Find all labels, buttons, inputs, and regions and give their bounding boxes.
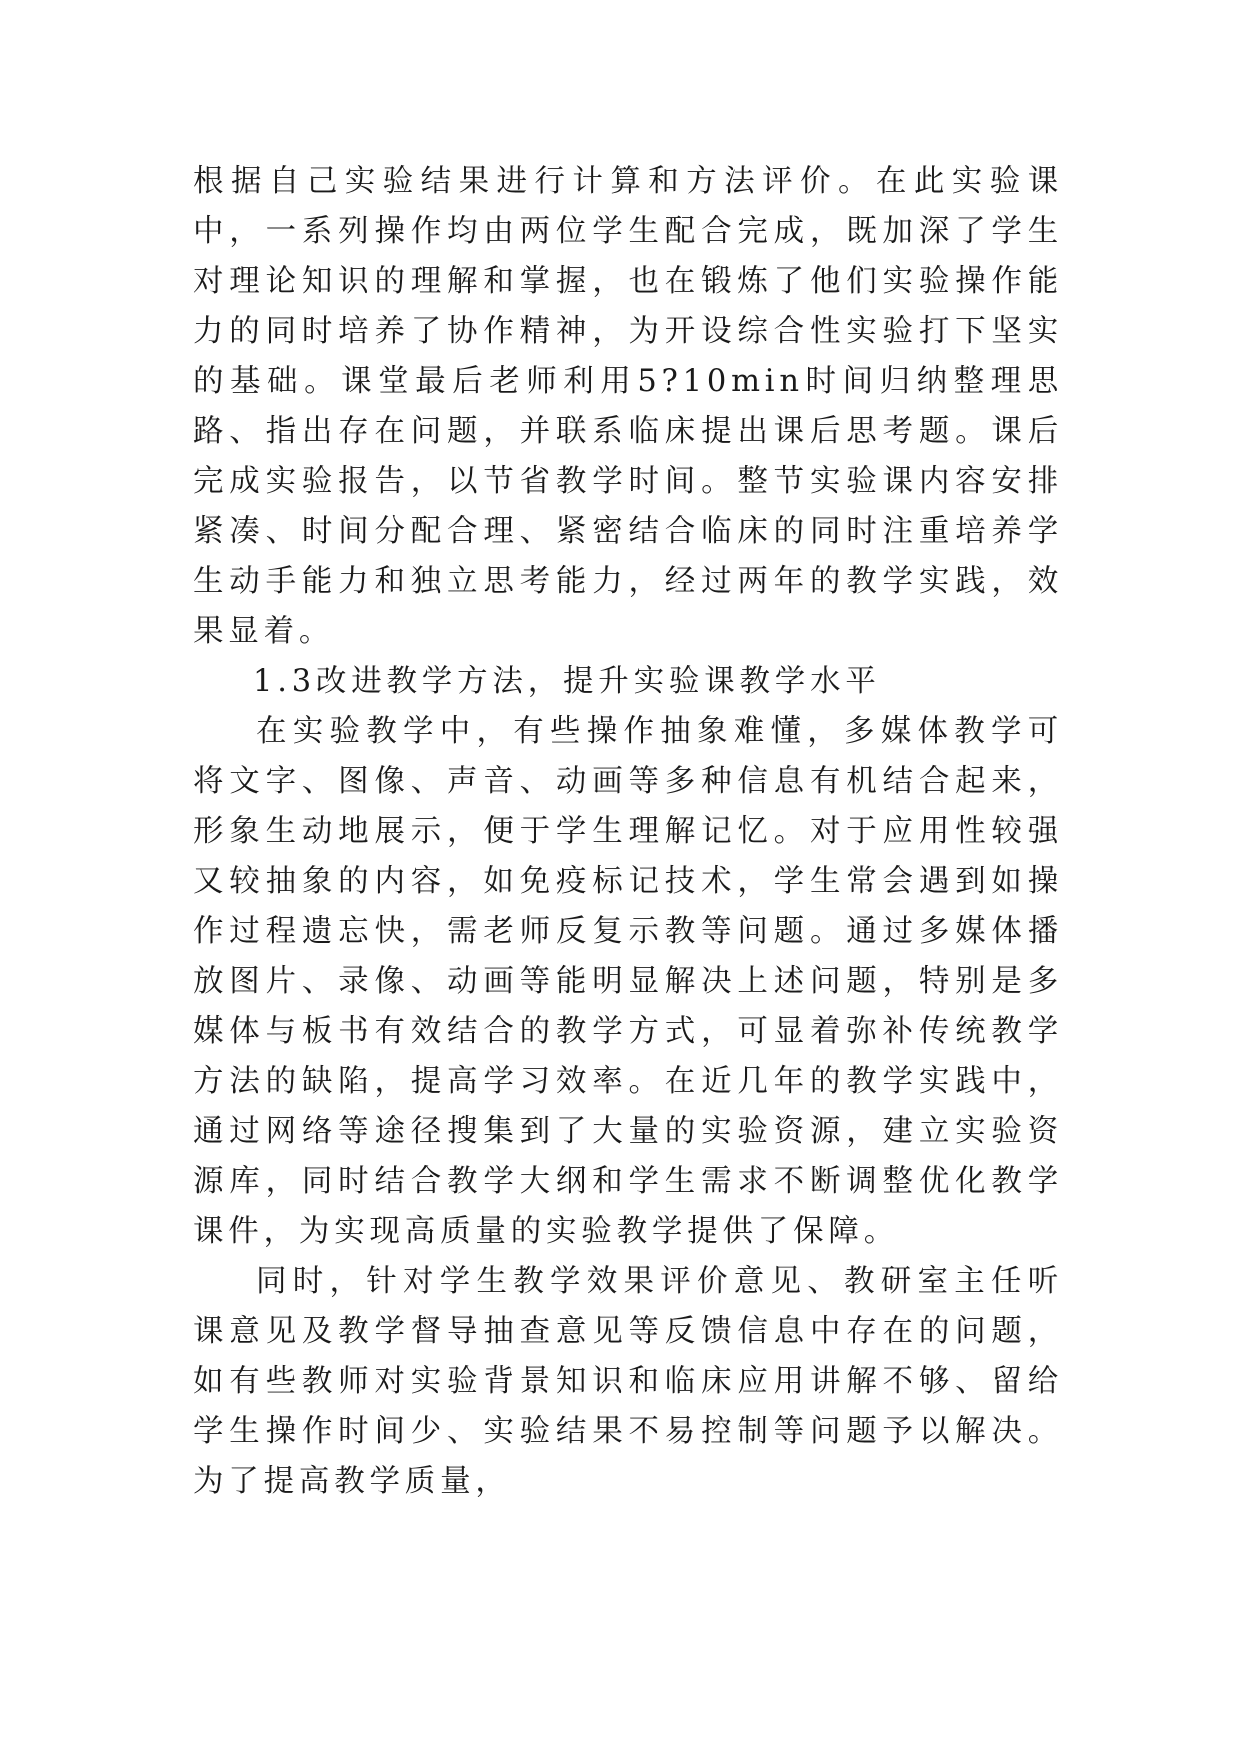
paragraph-feedback: 同时，针对学生教学效果评价意见、教研室主任听课意见及教学督导抽查意见等反馈信息中存在的问题，如有些教师对实验背景知识和临床应用讲解不够、留给学生操作时间少、实验结果不易控制等问题予以解决。为了提高教学质量， — [193, 1264, 1063, 1499]
paragraph-continued: 根据自己实验结果进行计算和方法评价。在此实验课中，一系列操作均由两位学生配合完成，既加深了学生对理论知识的理解和掌握，也在锻炼了他们实验操作能力的同时培养了协作精神，为开设综合性实验打下坚实的基础。课堂最后老师利用5?10min时间归纳整理思路、指出存在问题，并联系临床提出课后思考题。课后完成实验报告，以节省教学时间。整节实验课内容安排紧凑、时间分配合理、紧密结合临床的同时注重培养学生动手能力和独立思考能力，经过两年的教学实践，效果显着。 — [193, 164, 1063, 649]
paragraph-teaching-methods: 在实验教学中，有些操作抽象难懂，多媒体教学可将文字、图像、声音、动画等多种信息有机结合起来，形象生动地展示，便于学生理解记忆。对于应用性较强又较抽象的内容，如免疫标记技术，学生常会遇到如操作过程遗忘快，需老师反复示教等问题。通过多媒体播放图片、录像、动画等能明显解决上述问题，特别是多媒体与板书有效结合的教学方式，可显着弥补传统教学方法的缺陷，提高学习效率。在近几年的教学实践中，通过网络等途径搜集到了大量的实验资源，建立实验资源库，同时结合教学大纲和学生需求不断调整优化教学课件，为实现高质量的实验教学提供了保障。 — [193, 714, 1063, 1249]
body-text — [193, 157, 1063, 1507]
section-heading: 1.3改进教学方法，提升实验课教学水平 — [253, 664, 881, 699]
